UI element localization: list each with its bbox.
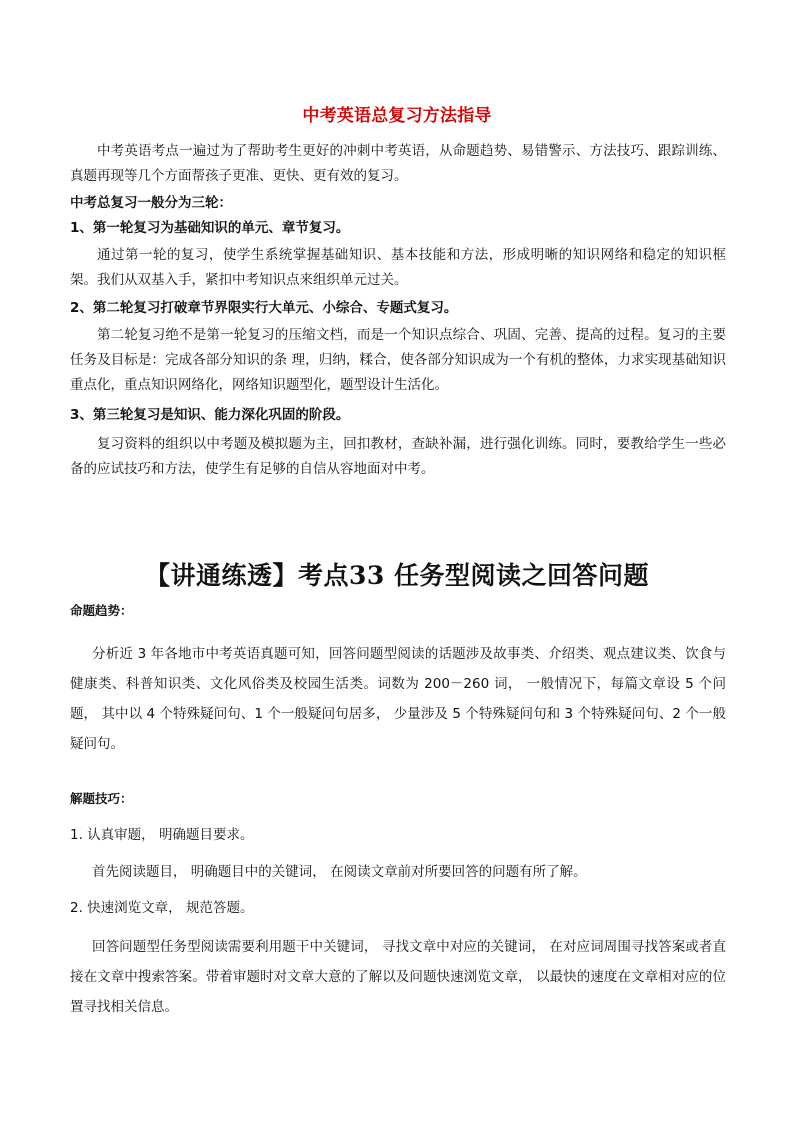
tip-2-title: 2. 快速浏览文章， 规范答题。 bbox=[70, 900, 254, 916]
tip-1-title: 1. 认真审题， 明确题目要求。 bbox=[70, 827, 254, 843]
round-2-heading: 2、第二轮复习打破章节界限实行大单元、小综合、专题式复习。 bbox=[70, 300, 458, 316]
round-1-body: 通过第一轮的复习，使学生系统掌握基础知识、基本技能和方法，形成明晰的知识网络和稳定的知识框架。我们从双基入手，紧扣中考知识点来组织单元过关。 bbox=[70, 247, 726, 288]
round-3-heading: 3、第三轮复习是知识、能力深化巩固的阶段。 bbox=[70, 407, 350, 423]
trend-paragraph: 分析近 3 年各地市中考英语真题可知，回答问题型阅读的话题涉及故事类、介绍类、观点建议类、饮食与健康类、科普知识类、文化风俗类及校园生活类。词数为 200－260 词， 一般情况下，每篇文章设 5 个问题， 其中以 4 个特殊疑问句、1 个一般疑问句居多， 少量涉及 5 个特殊疑问句和 3 个特殊疑问句、2 个一般疑问句。 bbox=[70, 646, 726, 752]
round-1-heading: 1、第一轮复习为基础知识的单元、章节复习。 bbox=[70, 220, 350, 236]
tip-1-body: 首先阅读题目， 明确题目中的关键词， 在阅读文章前对所要回答的问题有所了解。 bbox=[92, 864, 587, 880]
document-title: 中考英语总复习方法指导 bbox=[302, 106, 492, 126]
round-3-body: 复习资料的组织以中考题及模拟题为主，回扣教材，查缺补漏，进行强化训练。同时，要教给学生一些必备的应试技巧和方法，使学生有足够的自信从容地面对中考。 bbox=[70, 436, 726, 477]
trend-label: 命题趋势： bbox=[70, 603, 133, 618]
overview-heading: 中考总复习一般分为三轮： bbox=[70, 195, 232, 211]
round-2-body: 第二轮复习绝不是第一轮复习的压缩文档，而是一个知识点综合、巩固、完善、提高的过程。复习的主要任务及目标是：完成各部分知识的条 理，归纳，糅合，使各部分知识成为一个有机的整体，力求实现基础知识重点化，重点知识网络化，网络知识题型化，题型设计生活化。 bbox=[70, 327, 726, 393]
section-title: 【讲通练透】考点33 任务型阅读之回答问题 bbox=[145, 561, 649, 590]
tips-label: 解题技巧： bbox=[70, 791, 133, 806]
intro-paragraph: 中考英语考点一遍过为了帮助考生更好的冲刺中考英语，从命题趋势、易错警示、方法技巧、跟踪训练、真题再现等几个方面帮孩子更准、更快、更有效的复习。 bbox=[70, 143, 726, 184]
tip-2-body: 回答问题型任务型阅读需要利用题干中关键词， 寻找文章中对应的关键词， 在对应词周围寻找答案或者直接在文章中搜索答案。带着审题时对文章大意的了解以及问题快速浏览文章， 以最快的速度在文章相对应的位置寻找相关信息。 bbox=[70, 939, 726, 1015]
